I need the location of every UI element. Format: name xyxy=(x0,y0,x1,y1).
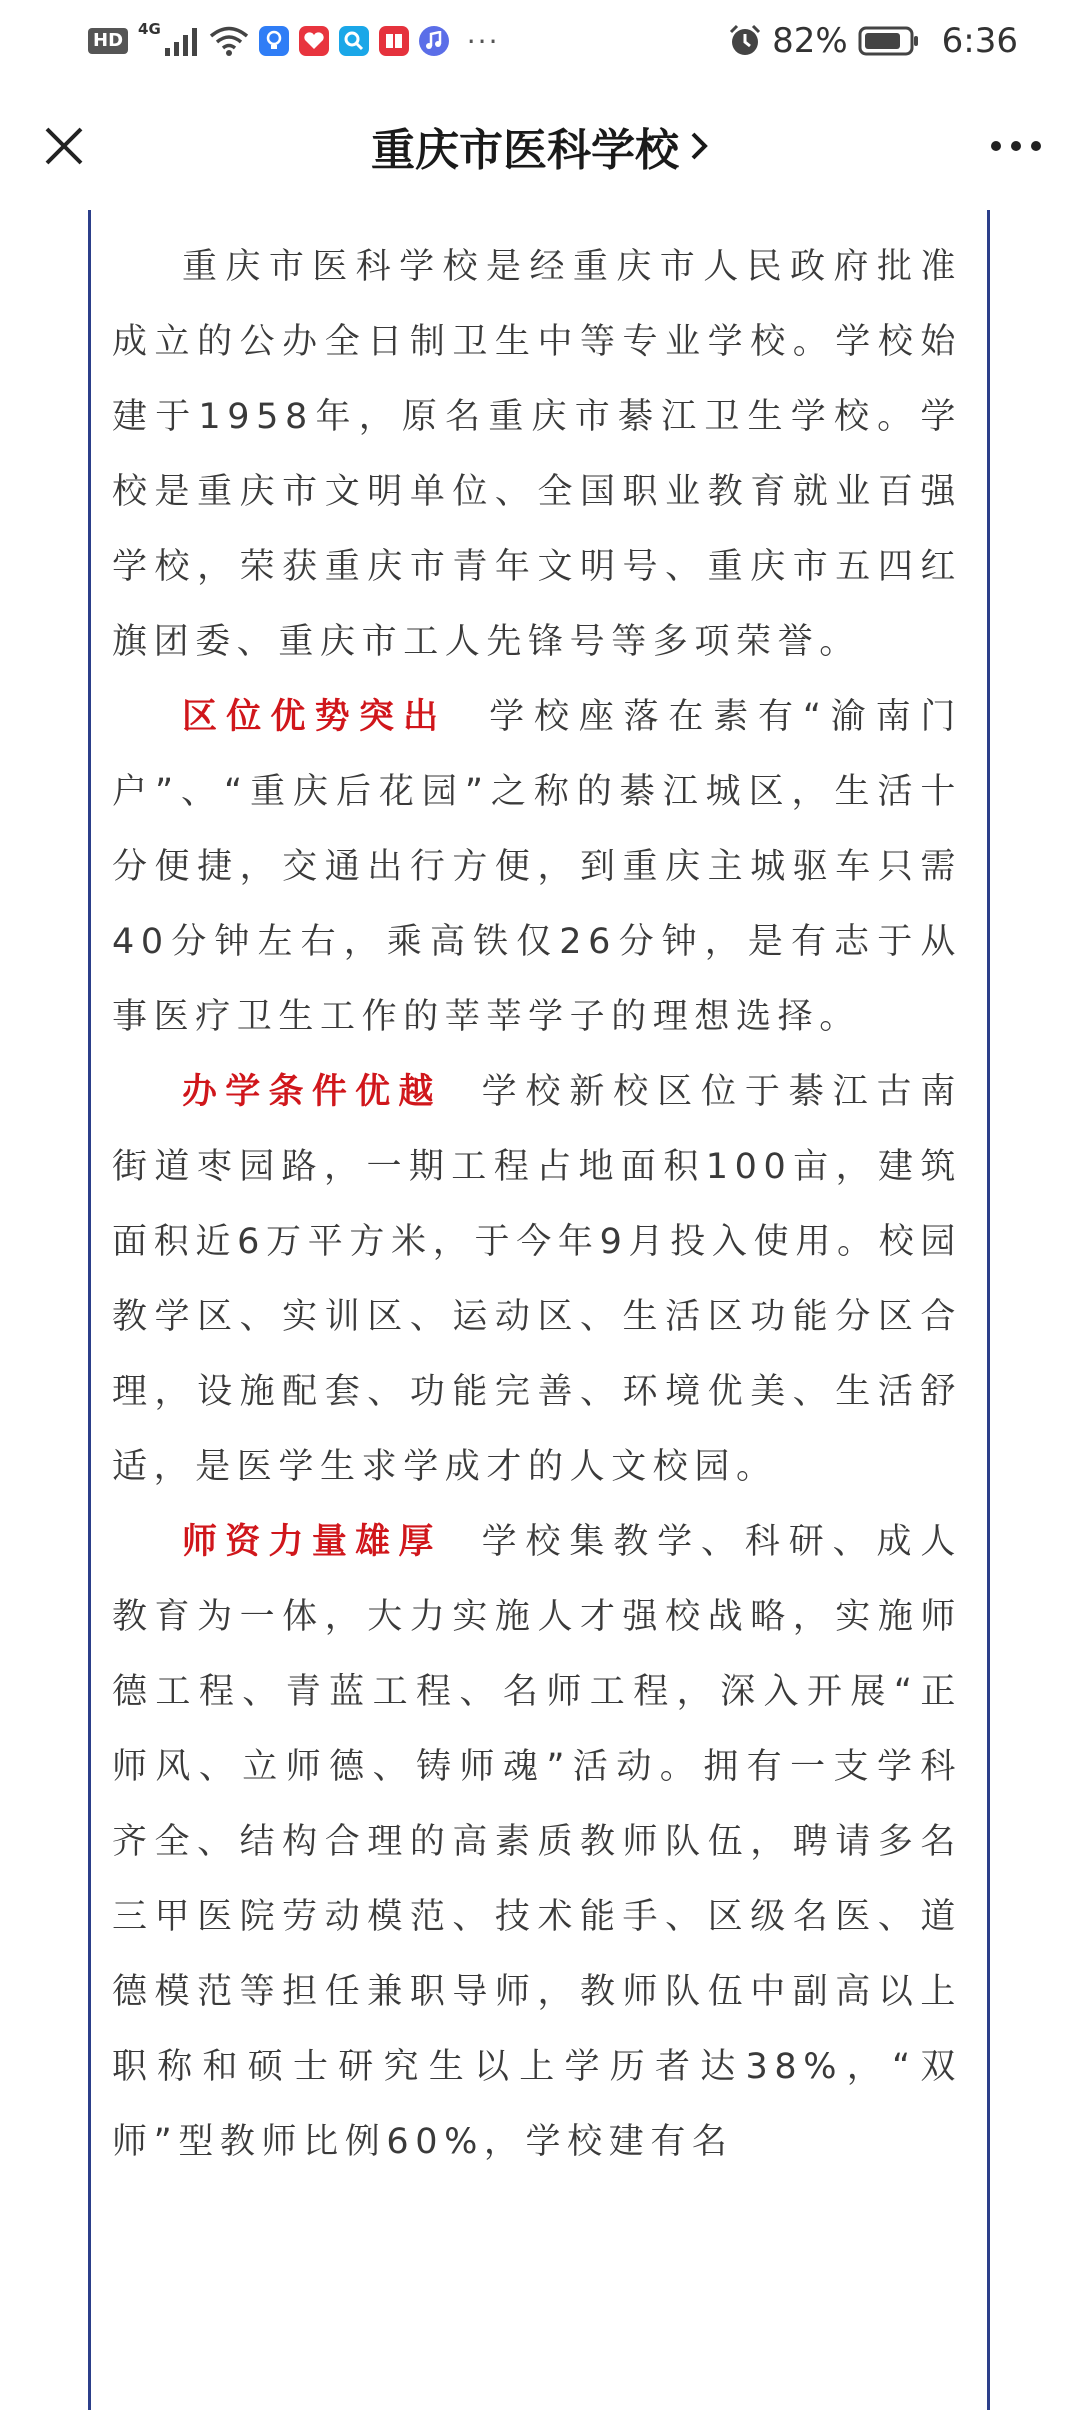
paragraph-text: 学校座落在素有“渝南门户”、“重庆后花园”之称的綦江城区，生活十分便捷，交通出行方便，到重庆主城驱车只需40分钟左右，乘高铁仅26分钟，是有志于从事医疗卫生工作的莘莘学子的理想选择。 xyxy=(112,697,962,1037)
paragraph-text: 学校集教学、科研、成人教育为一体，大力实施人才强校战略，实施师德工程、青蓝工程、名师工程，深入开展“正师风、立师德、铸师魂”活动。拥有一支学科齐全、结构合理的高素质教师队伍，聘请多名三甲医院劳动模范、技术能手、区级名医、道德模范等担任兼职导师，教师队伍中副高以上职称和硕士研究生以上学历者达38%，“双师”型教师比例60%，学校建有名 xyxy=(112,1522,962,2162)
signal-icon xyxy=(165,26,199,56)
more-button[interactable] xyxy=(982,112,1050,180)
hd-icon: HD xyxy=(88,28,128,54)
more-notifications-icon: ··· xyxy=(466,24,500,58)
section-heading: 办学条件优越 xyxy=(182,1072,442,1112)
music-app-icon xyxy=(419,26,449,56)
wifi-icon xyxy=(209,25,249,57)
page-title-link[interactable] xyxy=(371,114,709,178)
bulb-app-icon xyxy=(259,26,289,56)
article-body xyxy=(112,230,962,2180)
battery-percent: 82% xyxy=(772,21,848,61)
heart-app-icon xyxy=(299,26,329,56)
chevron-right-icon xyxy=(689,130,709,162)
paragraph-text: 学校新校区位于綦江古南街道枣园路，一期工程占地面积100亩，建筑面积近6万平方米，于今年9月投入使用。校园教学区、实训区、运动区、生活区功能分区合理，设施配套、功能完善、环境优美、生活舒适，是医学生求学成才的人文校园。 xyxy=(112,1072,962,1487)
battery-icon xyxy=(858,25,920,57)
nav-bar xyxy=(0,82,1080,210)
page-title: 重庆市医科学校 xyxy=(371,125,679,176)
status-bar xyxy=(0,0,1080,82)
status-right xyxy=(728,21,1018,61)
network-type-label: 4G xyxy=(138,20,161,38)
clock: 6:36 xyxy=(941,21,1018,61)
status-left xyxy=(88,20,500,58)
paragraph-location xyxy=(112,680,962,1055)
paragraph-intro xyxy=(112,230,962,680)
section-heading: 区位优势突出 xyxy=(182,697,448,737)
section-heading: 师资力量雄厚 xyxy=(182,1522,442,1562)
paragraph-faculty xyxy=(112,1505,962,2180)
close-button[interactable] xyxy=(30,112,98,180)
paragraph-facilities xyxy=(112,1055,962,1505)
alarm-icon xyxy=(728,24,762,58)
close-icon xyxy=(44,126,84,166)
search-app-icon xyxy=(339,26,369,56)
paragraph-text: 重庆市医科学校是经重庆市人民政府批准成立的公办全日制卫生中等专业学校。学校始建于1958年，原名重庆市綦江卫生学校。学校是重庆市文明单位、全国职业教育就业百强学校，荣获重庆市青年文明号、重庆市五四红旗团委、重庆市工人先锋号等多项荣誉。 xyxy=(112,247,962,662)
more-icon xyxy=(990,140,1042,152)
book-app-icon xyxy=(379,26,409,56)
